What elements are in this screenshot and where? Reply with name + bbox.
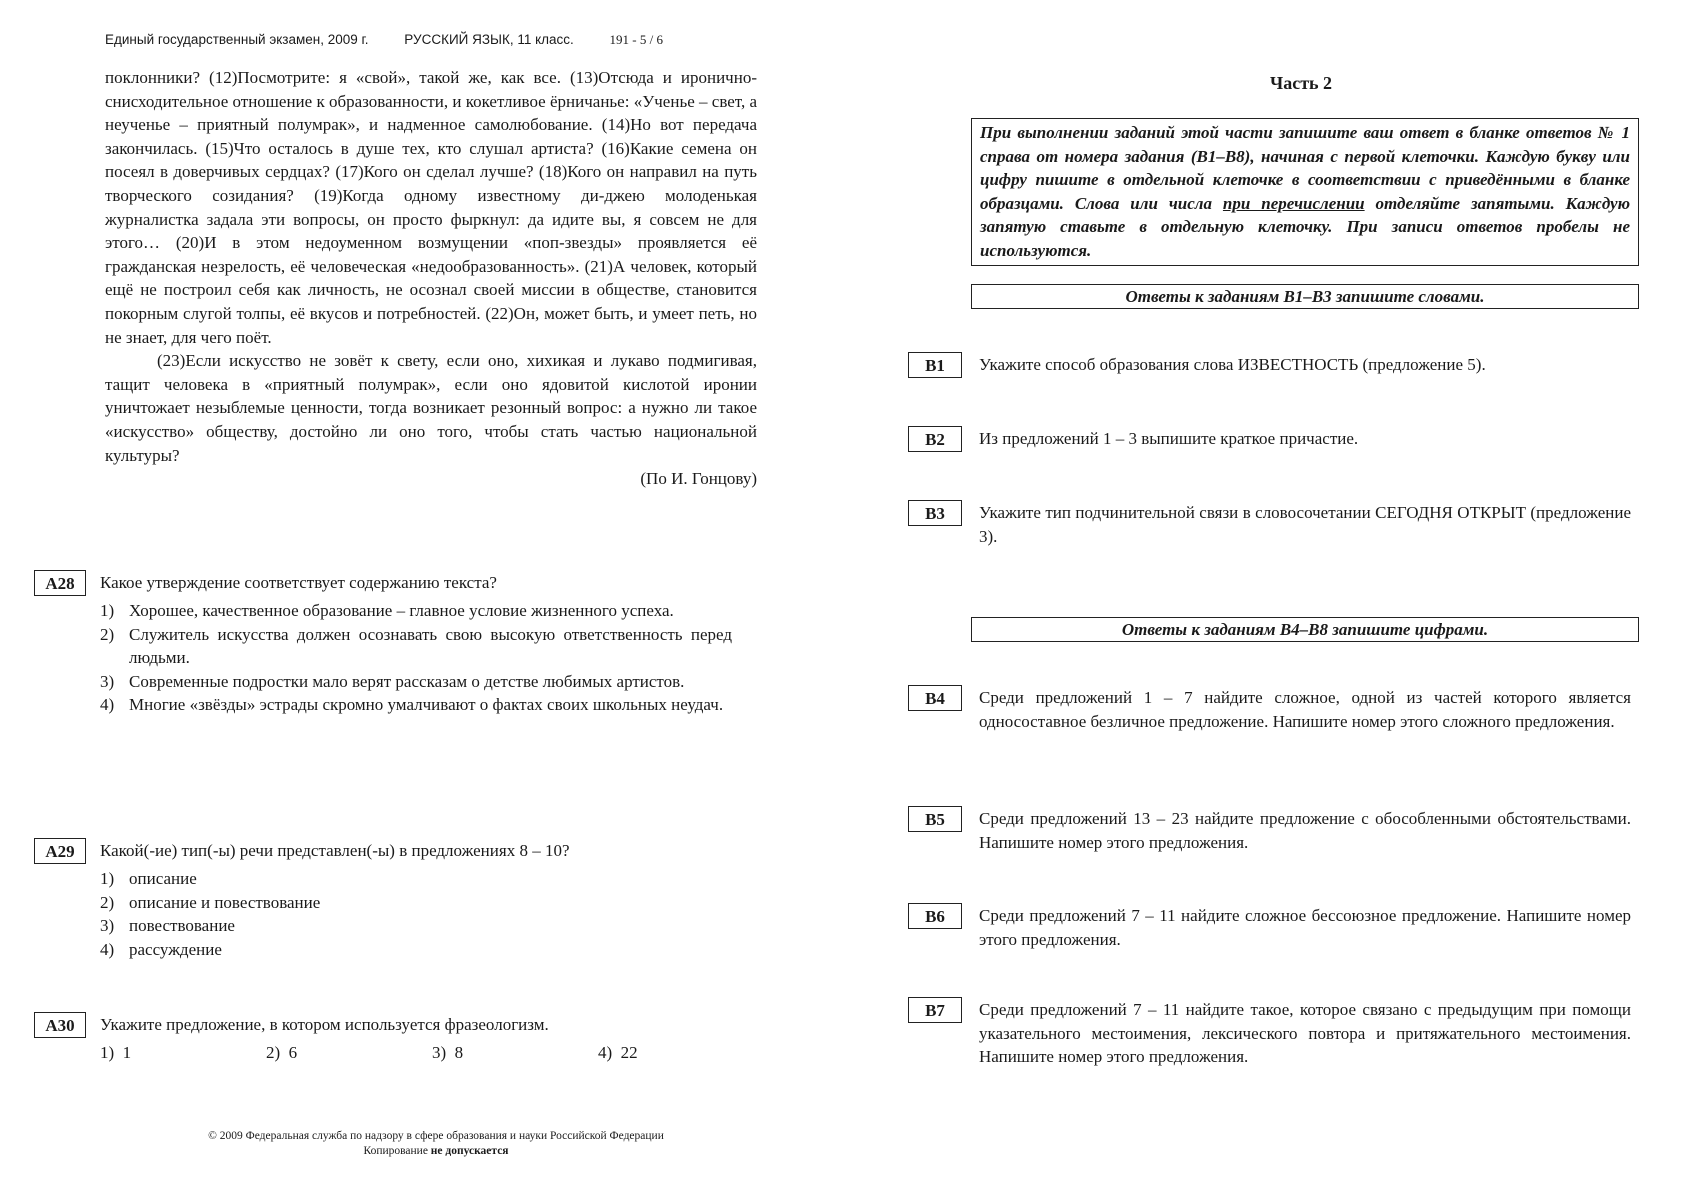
- option-number: 1): [100, 601, 115, 620]
- option-text: Хорошее, качественное образование – главное условие жизненного успеха.: [129, 601, 674, 620]
- option-number: 1): [100, 869, 115, 888]
- option-number: 4): [100, 939, 115, 959]
- task-label: B3: [908, 500, 962, 526]
- option-text: Многие «звёзды» эстрады скромно умалчивают о фактах своих школьных неудач.: [129, 695, 724, 714]
- answer-options: [100, 867, 732, 961]
- task-a29: [34, 838, 764, 961]
- instructions-text: При выполнении заданий этой части запишите ваш ответ в бланке ответов № 1 справа от номера задания (В1–В8), начиная с первой клеточки. Каждую букву или цифру пишите в отдельной клеточке в соответствии с приведёнными в бланке образцами. Слова или числа: [980, 123, 1630, 213]
- task-b6: [908, 903, 1631, 951]
- option-number: 4): [100, 695, 115, 714]
- answer-option[interactable]: [100, 599, 732, 623]
- option-text: 1: [122, 1043, 132, 1062]
- answer-option[interactable]: [598, 1041, 764, 1065]
- option-text: 22: [620, 1043, 638, 1062]
- banner-digits: Ответы к заданиям В4–В8 запишите цифрами.: [971, 617, 1639, 642]
- answer-option[interactable]: [100, 867, 732, 891]
- task-b4: [908, 685, 1631, 733]
- task-b2: [908, 426, 1631, 451]
- option-text: Служитель искусства должен осознавать свою высокую ответственность перед людьми.: [129, 624, 732, 667]
- task-label: A28: [34, 570, 86, 596]
- option-number: 3): [432, 1043, 447, 1062]
- option-text: 8: [454, 1043, 464, 1062]
- option-text: Современные подростки мало верят рассказам о детстве любимых артистов.: [129, 671, 685, 691]
- task-a28: [34, 570, 764, 717]
- copyright-footer: [166, 1129, 706, 1159]
- task-label: A29: [34, 838, 86, 864]
- instructions-text-end: отделяйте запятыми. Каждую запятую ставьте в отдельную клеточку. При записи ответов пробелы не используются.: [980, 193, 1630, 260]
- option-number: 2): [266, 1043, 281, 1062]
- answer-option[interactable]: [100, 693, 732, 717]
- instructions-box: [971, 118, 1639, 266]
- task-text: Укажите тип подчинительной связи в словосочетании СЕГОДНЯ ОТКРЫТ (предложение 3).: [979, 503, 1631, 546]
- task-label: B6: [908, 903, 962, 929]
- option-text: описание: [129, 869, 197, 888]
- answer-option[interactable]: [100, 670, 732, 694]
- answer-option[interactable]: [432, 1041, 598, 1065]
- task-text: Из предложений 1 – 3 выпишите краткое причастие.: [979, 429, 1359, 448]
- option-text: описание и повествование: [129, 892, 321, 912]
- answer-option[interactable]: [100, 891, 732, 915]
- answer-option[interactable]: [100, 1041, 266, 1065]
- copy-notice-prefix: Копирование: [363, 1145, 431, 1157]
- task-label: B7: [908, 997, 962, 1023]
- answer-option[interactable]: [266, 1041, 432, 1065]
- copy-notice-bold: не допускается: [430, 1145, 509, 1157]
- option-number: 4): [598, 1043, 613, 1062]
- task-label: A30: [34, 1012, 86, 1038]
- task-question: Какой(-ие) тип(-ы) речи представлен(-ы) в предложениях 8 – 10?: [100, 841, 570, 860]
- option-text: 6: [288, 1043, 298, 1062]
- instructions-underlined: при перечислении: [1222, 193, 1365, 213]
- banner-words: Ответы к заданиям В1–В3 запишите словами.: [971, 284, 1639, 309]
- subject-title: РУССКИЙ ЯЗЫК, 11 класс.: [404, 32, 574, 47]
- page-code: 191 - 5 / 6: [609, 32, 663, 47]
- exam-title: Единый государственный экзамен, 2009 г.: [105, 32, 369, 47]
- task-text: Среди предложений 7 – 11 найдите такое, которое связано с предыдущим при помощи указательного местоимения, лексического повтора и притяжательного местоимения. Напишите номер этого предложения.: [979, 1000, 1631, 1066]
- part-title: Часть 2: [1270, 73, 1333, 93]
- option-text: повествование: [129, 916, 235, 935]
- task-label: B1: [908, 352, 962, 378]
- task-label: B4: [908, 685, 962, 711]
- task-label: B2: [908, 426, 962, 452]
- passage-paragraph-2: (23)Если искусство не зовёт к свету, если оно, хихикая и лукаво подмигивая, тащит человека в «приятный полумрак», если оно ядовитой кислотой иронии уничтожает незыблемые ценности, тогда возникает резонный вопрос: а нужно ли такое «искусство» обществу, достойно ли оно того, чтобы стать частью национальной культуры?: [105, 351, 757, 465]
- task-label: B5: [908, 806, 962, 832]
- task-b3: [908, 500, 1631, 548]
- task-b5: [908, 806, 1631, 854]
- answer-options: [100, 599, 732, 717]
- task-question: Какое утверждение соответствует содержанию текста?: [100, 573, 497, 592]
- passage-source: (По И. Гонцову): [640, 469, 757, 489]
- passage-paragraph-1: поклонники? (12)Посмотрите: я «свой», такой же, как все. (13)Отсюда и иронично-снисходительное отношение к образованности, и кокетливое ёрничанье: «Ученье – свет, а неученье – приятный полумрак», и надменное самолюбование. (14)Но вот передача закончилась. (15)Что осталось в душе тех, кто слушал артиста? (16)Какие семена он посеял в доверчивых сердцах? (17)Кого он сделал лучше? (18)Кого он направил на путь творческого созидания? (19)Когда одному известному ди-джею молоденькая журналистка задала эти вопросы, он просто фыркнул: да идите вы, я совсем не для этого… (20)И в этом недоуменном возмущении «поп-звезды» проявляется её гражданская незрелость, её человеческая «недообразованность». (21)А человек, который ещё не построил себя как личность, не осознал своей миссии в обществе, становится покорным слугой толпы, её вкусов и потребностей. (22)Он, может быть, и умеет петь, но не знает, для чего поёт.: [105, 68, 757, 347]
- task-b7: [908, 997, 1631, 1069]
- task-text: Среди предложений 7 – 11 найдите сложное бессоюзное предложение. Напишите номер этого предложения.: [979, 906, 1631, 949]
- task-text: Среди предложений 13 – 23 найдите предложение с обособленными обстоятельствами. Напишите номер этого предложения.: [979, 809, 1631, 852]
- option-number: 3): [100, 916, 115, 935]
- copyright-line: © 2009 Федеральная служба по надзору в сфере образования и науки Российской Федерации: [208, 1130, 664, 1142]
- answer-option[interactable]: [100, 623, 732, 670]
- task-a30: [34, 1012, 764, 1065]
- task-text: Среди предложений 1 – 7 найдите сложное, одной из частей которого является односоставное безличное предложение. Напишите номер этого сложного предложения.: [979, 688, 1631, 731]
- option-number: 2): [100, 892, 115, 912]
- option-text: рассуждение: [129, 939, 222, 959]
- answer-option[interactable]: [100, 938, 732, 962]
- option-number: 1): [100, 1043, 115, 1062]
- answer-option[interactable]: [100, 914, 732, 938]
- task-b1: [908, 352, 1631, 377]
- option-number: 2): [100, 624, 115, 644]
- reading-passage: [105, 66, 757, 491]
- task-question: Укажите предложение, в котором используется фразеологизм.: [100, 1015, 549, 1034]
- option-number: 3): [100, 671, 115, 691]
- copy-notice: [166, 1144, 706, 1159]
- task-text: Укажите способ образования слова ИЗВЕСТНОСТЬ (предложение 5).: [979, 355, 1486, 374]
- answer-options: [100, 1041, 764, 1065]
- page-header: [105, 32, 663, 48]
